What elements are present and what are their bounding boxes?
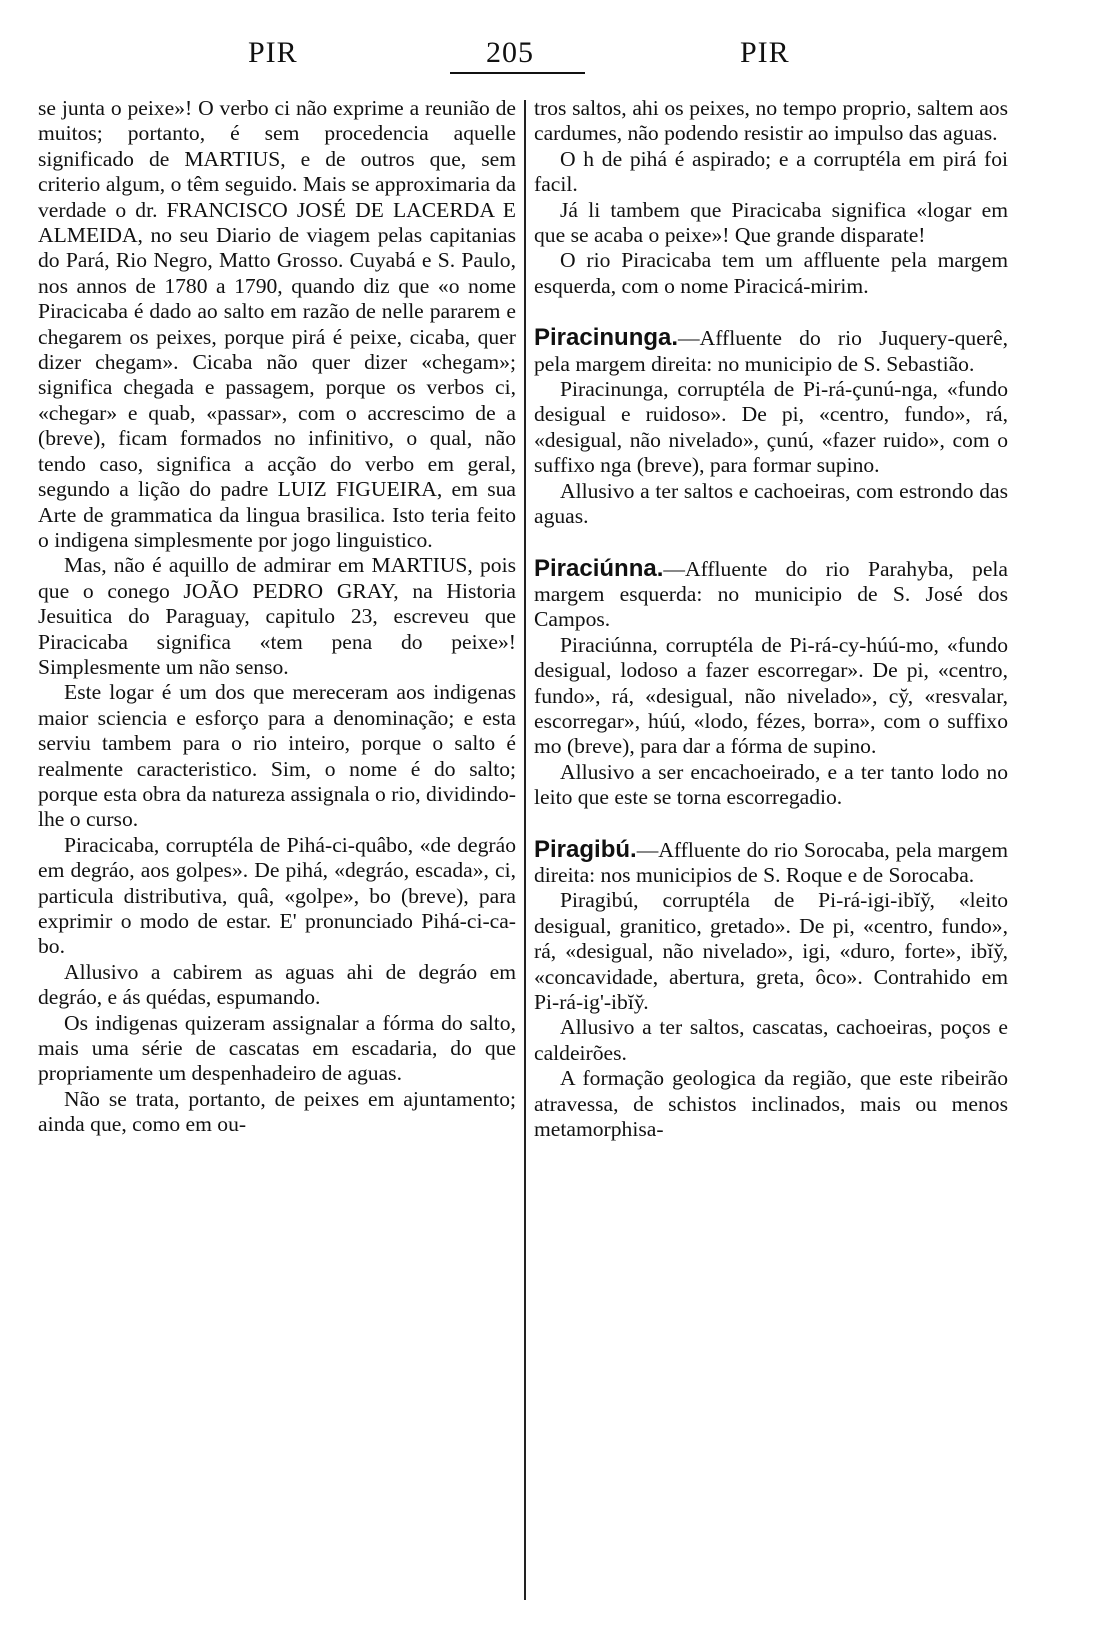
right-column	[534, 96, 1008, 1142]
entry-definition: —Affluente do rio Juquery-querê, pela margem direita: no municipio de S. Sebastião.	[534, 326, 1008, 376]
paragraph: se junta o peixe»! O verbo ci não exprime a reunião de muitos; portanto, é sem procedencia aquelle significado de MARTIUS, e de outros que, sem criterio algum, o têm seguido. Mais se approximaria da verdade o dr. FRANCISCO JOSÉ DE LACERDA E ALMEIDA, no seu Diario de viagem pelas capitanias do Pará, Rio Negro, Matto Grosso. Cuyabá e S. Paulo, nos annos de 1780 a 1790, quando diz que «o nome Piracicaba é dado ao salto em razão de nelle pararem e chegarem os peixes, porque pirá é peixe, cicaba, quer dizer chegam». Cicaba não quer dizer «chegam»; significa chegada e passagem, porque os verbos ci, «chegar» e quab, «passar», com o accrescimo de a (breve), ficam formados no infinitivo, o qual, não tendo caso, significa a acção do verbo em geral, segundo a lição do padre LUIZ FIGUEIRA, em sua Arte de grammatica da lingua brasilica. Isto teria feito o indigena simplesmente por jogo linguistico.	[38, 96, 516, 552]
dictionary-entry	[534, 325, 1008, 529]
entry-lead	[534, 837, 1008, 889]
paragraph: Piracinunga, corruptéla de Pi-rá-çunú-nga, «fundo desigual e ruidoso». De pi, «centro, fundo», rá, «desigual, não nivelado», çunú, «fazer ruido», com o suffixo nga (breve), para formar supino.	[534, 377, 1008, 478]
paragraph: Allusivo a cabirem as aguas ahi de degráo em degráo, e ás quédas, espumando.	[38, 959, 516, 1010]
paragraph: Este logar é um dos que mereceram aos indigenas maior sciencia e esforço para a denominação; e esta serviu tambem para o rio inteiro, porque o salto é realmente caracteristico. Sim, o nome é do salto; porque esta obra da natureza assignala o rio, dividindo-lhe o curso.	[38, 680, 516, 832]
running-header	[0, 28, 1100, 78]
entry-headword: Piraciúnna.	[534, 554, 664, 582]
header-right-keyword: PIR	[740, 36, 790, 69]
entry-lead	[534, 556, 1008, 633]
paragraph: Piragibú, corruptéla de Pi-rá-igi-ibĭy̆, «leito desigual, granitico, gretado». De pi, «centro, fundo», rá, «desigual, não nivelado», igi, «duro, forte», ibĭy̆, «concavidade, abertura, greta, ôco». Contrahido em Pi-rá-ig'-ibĭy̆.	[534, 888, 1008, 1014]
paragraph: Os indigenas quizeram assignalar a fórma do salto, mais uma série de cascatas em escadaria, do que propriamente um despenhadeiro de aguas.	[38, 1010, 516, 1086]
paragraph: Allusivo a ser encachoeirado, e a ter tanto lodo no leito que este se torna escorregadio.	[534, 759, 1008, 810]
column-divider	[524, 100, 526, 1600]
paragraph: Mas, não é aquillo de admirar em MARTIUS, pois que o conego JOÃO PEDRO GRAY, na Historia Jesuitica do Paraguay, capitulo 23, escreveu que Piracicaba significa «tem pena do peixe»! Simplesmente um não senso.	[38, 553, 516, 679]
dictionary-entry	[534, 556, 1008, 811]
entry-definition: —Affluente do rio Sorocaba, pela margem direita: nos municipios de S. Roque e de Sorocaba.	[534, 837, 1008, 887]
paragraph: tros saltos, ahi os peixes, no tempo proprio, saltem aos cardumes, não podendo resistir ao impulso das aguas.	[534, 96, 1008, 146]
paragraph: O h de pihá é aspirado; e a corruptéla em pirá foi facil.	[534, 146, 1008, 197]
left-column	[38, 96, 516, 1138]
paragraph: O rio Piracicaba tem um affluente pela margem esquerda, com o nome Piracicá-mirim.	[534, 248, 1008, 298]
entry-headword: Piracinunga.	[534, 324, 679, 352]
paragraph: Allusivo a ter saltos, cascatas, cachoeiras, poços e caldeirões.	[534, 1015, 1008, 1065]
paragraph: Já li tambem que Piracicaba significa «logar em que se acaba o peixe»! Que grande disparate!	[534, 197, 1008, 248]
dictionary-entry	[534, 837, 1008, 1143]
paragraph: A formação geologica da região, que este ribeirão atravessa, de schistos inclinados, mais ou menos metamorphisa-	[534, 1066, 1008, 1142]
paragraph: Allusivo a ter saltos e cachoeiras, com estrondo das aguas.	[534, 478, 1008, 529]
entry-definition: —Affluente do rio Parahyba, pela margem esquerda: no municipio de S. José dos Campos.	[534, 556, 1008, 632]
entry-gap	[534, 530, 1008, 556]
paragraph: Piracicaba, corruptéla de Pihá-ci-quâbo, «de degráo em degráo, aos golpes». De pihá, «degráo, escada», ci, particula distributiva, quâ, «golpe», bo (breve), para exprimir o modo de estar. E' pronunciado Pihá-ci-ca-bo.	[38, 832, 516, 959]
paragraph: Não se trata, portanto, de peixes em ajuntamento; ainda que, como em ou-	[38, 1086, 516, 1137]
header-left-keyword: PIR	[248, 36, 298, 69]
header-rule	[450, 72, 585, 74]
entry-gap	[534, 299, 1008, 325]
entry-lead	[534, 325, 1008, 377]
entry-headword: Piragibú.	[534, 835, 637, 863]
entry-gap	[534, 811, 1008, 837]
paragraph: Piraciúnna, corruptéla de Pi-rá-cy-húú-mo, «fundo desigual, lodoso a fazer escorregar». De pi, «centro, fundo», rá, «desigual, não nivelado», cy̆, «resvalar, escorregar», húú, «lodo, fézes, borra», com o suffixo mo (breve), para dar a fórma de supino.	[534, 632, 1008, 759]
page-number: 205	[486, 36, 534, 69]
